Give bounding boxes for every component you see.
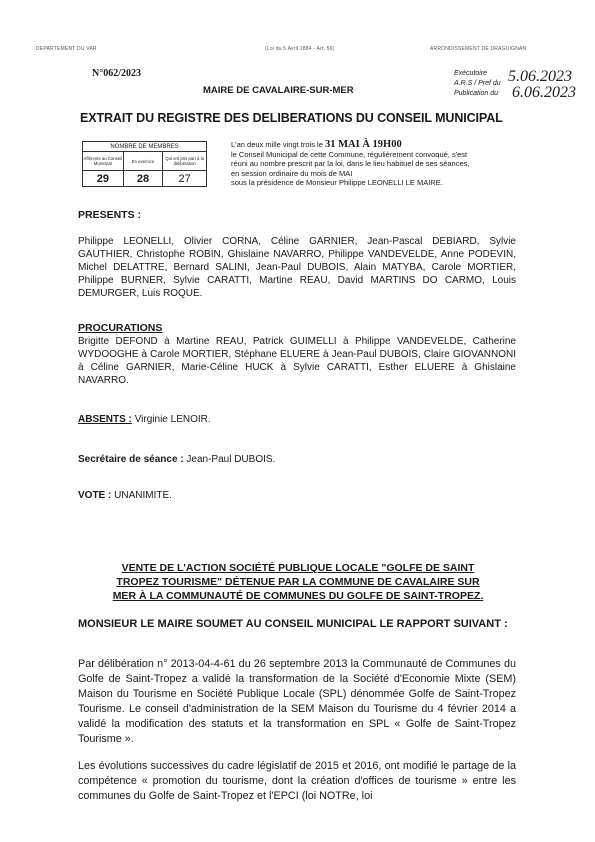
secretary-label: Secrétaire de séance : bbox=[78, 454, 184, 465]
law-reference: (Loi du 5 Avril 1884 - Art. 56) bbox=[265, 46, 335, 52]
intro-prefix: L'an deux mille vingt trois le bbox=[231, 140, 323, 149]
stamp-date-prefecture: 5.06.2023 bbox=[508, 68, 572, 85]
report-heading: MONSIEUR LE MAIRE SOUMET AU CONSEIL MUNICIPAL LE RAPPORT SUIVANT : bbox=[78, 618, 508, 630]
stamp-line-2: A.R.S / Pref du bbox=[454, 80, 501, 87]
deliberation-number: N°062/2023 bbox=[92, 68, 141, 79]
executory-stamp bbox=[454, 69, 501, 99]
absents-label: ABSENTS : bbox=[78, 414, 132, 425]
procurations-label: PROCURATIONS bbox=[78, 322, 163, 334]
arrondissement-code: ARRONDISSEMENT DE DRAGUIGNAN bbox=[430, 46, 527, 52]
members-col-afferents: Afférents au Conseil Municipal bbox=[83, 152, 124, 171]
presents-label: PRESENTS : bbox=[78, 209, 142, 221]
session-date: 31 MAI À 19H00 bbox=[325, 139, 402, 150]
vote-row bbox=[78, 489, 172, 502]
members-col-participants: Qui ont pris part à la délibération bbox=[163, 152, 207, 171]
department-code: DEPARTEMENT DU VAR bbox=[36, 46, 97, 52]
mayor-heading: MAIRE DE CAVALAIRE-SUR-MER bbox=[203, 85, 354, 96]
intro-line-4: en session ordinaire du mois de MAI bbox=[231, 168, 353, 178]
stamp-line-3: Publication du bbox=[454, 90, 498, 97]
absents-row bbox=[78, 413, 211, 426]
secretary-row bbox=[78, 453, 275, 466]
members-value-participants: 27 bbox=[163, 171, 207, 187]
vote-value: UNANIMITE. bbox=[114, 490, 172, 501]
intro-line-5: sous la présidence de Monsieur Philippe LEONELLI LE MAIRE. bbox=[231, 178, 443, 187]
members-table bbox=[82, 141, 207, 187]
subject-line-1: VENTE DE L'ACTION SOCIÉTÉ PUBLIQUE LOCALE "GOLFE DE SAINT bbox=[121, 562, 475, 574]
members-value-afferents: 29 bbox=[83, 171, 124, 187]
subject-line-2: TROPEZ TOURISME" DÉTENUE PAR LA COMMUNE DE CAVALAIRE SUR bbox=[116, 576, 480, 588]
vote-label: VOTE : bbox=[78, 490, 112, 501]
deliberation-subject bbox=[70, 561, 526, 603]
paragraph-1: Par délibération n° 2013-04-4-61 du 26 septembre 2013 la Communauté de Communes du Golfe de Saint-Tropez a validé la transformation de la Société d'Economie Mixte (SEM) Maison du Tourisme en Société Publique Locale (SPL) dénommée Golfe de Saint-Tropez Tourisme. Le conseil d'administration de la SEM Maison du Tourisme du 4 février 2014 a validé la modification des statuts et la transformation en SPL « Golfe de Saint-Tropez Tourisme ». bbox=[78, 658, 516, 745]
members-table-header: NOMBRE DE MEMBRES bbox=[83, 142, 207, 152]
members-col-exercice: En exercice bbox=[123, 152, 163, 171]
presents-list: Philippe LEONELLI, Olivier CORNA, Céline GARNIER, Jean-Pascal DEBIARD, Sylvie GAUTHIER, Christophe ROBIN, Ghislaine NAVARRO, Philippe VANDEVELDE, Anne PODEVIN, Michel DELATTRE, Bernard SALINI, Jean-Paul DUBOIS, Alain MATYBA, Carole MORTIER, Philippe BURNER, Sylvie CARATTI, Martine REAU, David MARTINS DO CARMO, Louis DEMURGER, Luis ROQUE. bbox=[78, 236, 516, 299]
session-intro bbox=[231, 140, 531, 188]
absents-value: Virginie LENOIR. bbox=[134, 414, 211, 425]
intro-line-2: le Conseil Municipal de cette Commune, régulièrement convoqué, s'est bbox=[231, 149, 468, 159]
document-title: EXTRAIT DU REGISTRE DES DELIBERATIONS DU CONSEIL MUNICIPAL bbox=[80, 111, 503, 125]
procurations-list: Brigitte DEFOND à Martine REAU, Patrick GUIMELLI à Philippe VANDEVELDE, Catherine WYDOOGHE à Carole MORTIER, Stéphane ELUERE à Jean-Paul DUBOIS, Claire GIOVANNONI à Céline GARNIER, Marie-Céline HUCK à Sylvie CARATTI, Esther ELUERE à Ghislaine NAVARRO. bbox=[78, 336, 516, 386]
stamp-line-1: Exécutoire bbox=[454, 70, 488, 77]
secretary-value: Jean-Paul DUBOIS. bbox=[186, 454, 276, 465]
members-value-exercice: 28 bbox=[123, 171, 163, 187]
subject-line-3: MER À LA COMMUNAUTÉ DE COMMUNES DU GOLFE DE SAINT-TROPEZ. bbox=[112, 590, 484, 602]
paragraph-2: Les évolutions successives du cadre législatif de 2015 et 2016, ont modifié le partage de la compétence « promotion du tourisme, dont la création d'offices de tourisme » entre les communes du Golfe de Saint-Tropez et l'EPCI (loi NOTRe, loi bbox=[78, 760, 516, 802]
intro-line-3: réuni au nombre prescrit par la loi, dans le lieu habituel de ses séances, bbox=[231, 159, 470, 168]
stamp-date-publication: 6.06.2023 bbox=[512, 84, 576, 101]
